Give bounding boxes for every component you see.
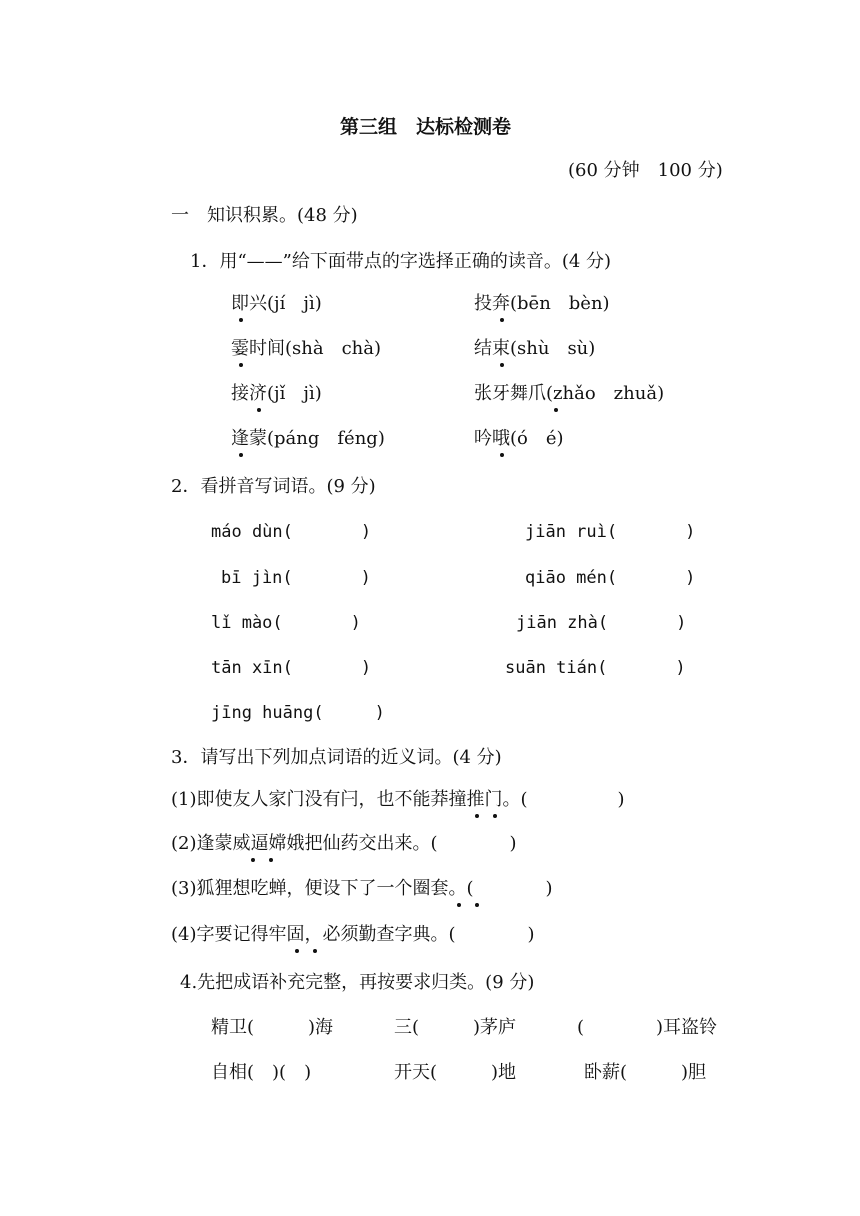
q4-idiom-kaitian: 开天( )地 [394, 1062, 517, 1083]
q1-item-jieji: 接济(jǐ jì) [231, 383, 322, 404]
q2-item-maodun: máo dùn( ) [211, 522, 372, 542]
question-4-prompt: 4.先把成语补充完整，再按要求归类。(9 分) [180, 972, 535, 993]
q4-idiom-yanerdaoling: ( )耳盗铃 [577, 1017, 718, 1038]
emphasis-dot [295, 949, 299, 953]
q1-item-zhangyawuzhua: 张牙舞爪(zhǎo zhuǎ) [474, 383, 665, 404]
emphasis-dot [313, 949, 317, 953]
q2-item-qiaomen: qiāo mén( ) [525, 568, 696, 588]
q2-item-bijin: bī jìn( ) [221, 568, 371, 588]
q3-item-3: (3)狐狸想吃蝉，便设下了一个圈套。( ) [171, 878, 553, 899]
q2-item-tanxin: tān xīn( ) [211, 658, 372, 678]
q2-item-jianrui: jiān ruì( ) [525, 522, 696, 542]
question-3-prompt: 3．请写出下列加点词语的近义词。(4 分) [171, 747, 502, 768]
question-2-prompt: 2．看拼音写词语。(9 分) [171, 476, 376, 497]
emphasis-dot [239, 318, 243, 322]
emphasis-dot [475, 903, 479, 907]
section-heading: 一 知识积累。(48 分) [171, 205, 358, 226]
q2-item-jianzha: jiān zhà( ) [516, 613, 687, 633]
q1-item-jieshu: 结束(shù sù) [474, 338, 596, 359]
q4-idiom-woxin: 卧薪( )胆 [584, 1062, 707, 1083]
q1-item-jixing: 即兴(jí jì) [231, 293, 322, 314]
q2-item-jinghuang: jīng huāng( ) [211, 703, 385, 723]
q2-item-limao: lǐ mào( ) [211, 613, 361, 633]
emphasis-dot [251, 858, 255, 862]
emphasis-dot [257, 408, 261, 412]
q1-item-toubeng: 投奔(bēn bèn) [474, 293, 610, 314]
emphasis-dot [500, 318, 504, 322]
q1-item-shashijian: 霎时间(shà chà) [231, 338, 382, 359]
q1-item-pengmeng: 逢蒙(páng féng) [231, 428, 385, 449]
emphasis-dot [493, 814, 497, 818]
emphasis-dot [500, 363, 504, 367]
q3-item-2: (2)逢蒙威逼嫦娥把仙药交出来。( ) [171, 833, 517, 854]
emphasis-dot [554, 408, 558, 412]
exam-title: 第三组 达标检测卷 [340, 116, 512, 138]
q1-item-yine: 吟哦(ó é) [474, 428, 564, 449]
time-score-note: (60 分钟 100 分) [568, 160, 723, 181]
q3-item-1: (1)即使友人家门没有闩，也不能莽撞推门。( ) [171, 789, 625, 810]
q2-item-suantian: suān tián( ) [505, 658, 686, 678]
emphasis-dot [239, 453, 243, 457]
q4-idiom-jingwei: 精卫( )海 [211, 1017, 334, 1038]
emphasis-dot [500, 453, 504, 457]
emphasis-dot [269, 858, 273, 862]
emphasis-dot [239, 363, 243, 367]
q3-item-4: (4)字要记得牢固，必须勤查字典。( ) [171, 924, 535, 945]
question-1-prompt: 1．用“——”给下面带点的字选择正确的读音。(4 分) [190, 251, 612, 272]
q4-idiom-sangu: 三( )茅庐 [394, 1017, 517, 1038]
emphasis-dot [457, 903, 461, 907]
emphasis-dot [475, 814, 479, 818]
q4-idiom-zixiang: 自相( )( ) [211, 1062, 312, 1083]
